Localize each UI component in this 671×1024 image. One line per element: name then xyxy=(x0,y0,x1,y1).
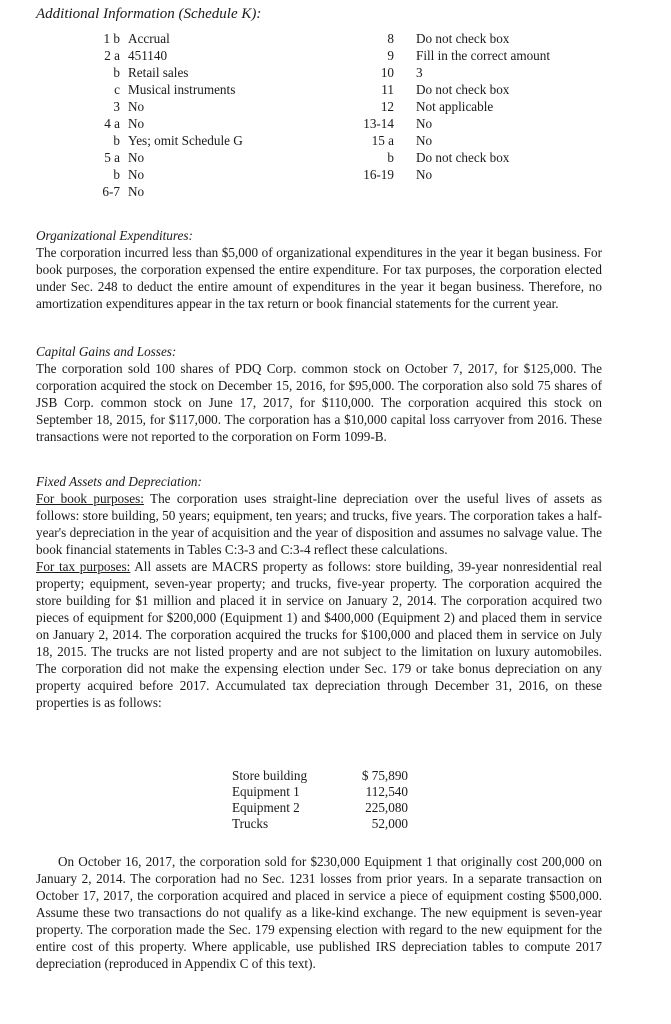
schedule-k-row xyxy=(88,81,596,98)
section-heading: Organizational Expenditures: xyxy=(36,228,193,243)
line-answer: Yes; omit Schedule G xyxy=(128,133,243,148)
schedule-k-row xyxy=(88,166,596,183)
line-number: 15 a xyxy=(371,133,394,148)
line-answer xyxy=(416,183,596,200)
line-number: b xyxy=(113,167,120,182)
line-answer: Fill in the correct amount xyxy=(416,48,551,63)
line-number: b xyxy=(113,133,120,148)
line-number xyxy=(338,183,416,200)
section-heading: Capital Gains and Losses: xyxy=(36,344,177,359)
line-answer: Musical instruments xyxy=(128,82,236,97)
paragraph-tax xyxy=(36,558,602,711)
line-answer: No xyxy=(128,99,145,114)
organizational-expenditures-section xyxy=(36,227,602,312)
paragraph-book xyxy=(36,490,602,558)
paragraph: The corporation sold 100 shares of PDQ Corp. common stock on October 7, 2017, for $125,000. The corporation acquired the stock on December 15, 2016, for $95,000. The corporation also sold 75 shares of JSB Corp. common stock on June 17, 2017, for $110,000. The corporation acquired this stock on September 18, 2015, for $117,000. The corporation has a $10,000 capital loss carryover from 2016. These transactions were not reported to the corporation on Form 1099-B. xyxy=(36,361,602,444)
line-number: 6-7 xyxy=(102,184,120,199)
section-heading: Fixed Assets and Depreciation: xyxy=(36,474,202,489)
schedule-k-row xyxy=(88,64,596,81)
paragraph: The corporation incurred less than $5,000 of organizational expenditures in the year it began business. For book purposes, the corporation expensed the entire expenditure. For tax purposes, the corporation elected under Sec. 248 to deduct the entire amount of expenditures in the year it began business. Therefore, no amortization expenditures appear in the tax return or book financial statements for the current year. xyxy=(36,245,602,311)
line-number: c xyxy=(114,82,120,97)
line-number: b xyxy=(387,150,394,165)
asset-value: 112,540 xyxy=(365,784,408,799)
line-number: 13-14 xyxy=(363,116,394,131)
schedule-k-row xyxy=(88,47,596,64)
line-number: 10 xyxy=(380,65,394,80)
line-answer: Do not check box xyxy=(416,150,510,165)
section-title: Additional Information (Schedule K): xyxy=(36,6,262,22)
line-number: 16-19 xyxy=(363,167,394,182)
schedule-k-row xyxy=(88,30,596,47)
depreciation-row xyxy=(232,800,408,816)
line-answer: No xyxy=(128,167,145,182)
line-answer: No xyxy=(128,150,145,165)
line-number: 11 xyxy=(381,82,394,97)
asset-value: 225,080 xyxy=(365,800,408,815)
line-number: 1 b xyxy=(103,31,120,46)
line-answer: 3 xyxy=(416,65,423,80)
depreciation-row xyxy=(232,784,408,800)
line-number: 5 a xyxy=(104,150,120,165)
schedule-k-row xyxy=(88,149,596,166)
line-answer: Do not check box xyxy=(416,82,510,97)
line-answer: No xyxy=(128,184,145,199)
line-answer: No xyxy=(416,133,433,148)
schedule-k-row xyxy=(88,98,596,115)
schedule-k-table xyxy=(88,30,596,200)
line-answer: Not applicable xyxy=(416,99,494,114)
schedule-k-row xyxy=(88,183,596,200)
schedule-k-row xyxy=(88,132,596,149)
line-number: 2 a xyxy=(104,48,120,63)
depreciation-row xyxy=(232,816,408,832)
paragraph: On October 16, 2017, the corporation sold for $230,000 Equipment 1 that originally cost 200,000 on January 2, 2014. The corporation had no Sec. 1231 losses from prior years. In a separate transaction on October 17, 2017, the corporation acquired and placed in service a piece of equipment costing $500,000. Assume these two transactions do not qualify as a like-kind exchange. The new equipment is seven-year property. The corporation made the Sec. 179 expensing election with regard to the new equipment for the entire cost of this property. Where applicable, use published IRS depreciation tables to compute 2017 depreciation (reproduced in Appendix C of this text). xyxy=(36,854,602,971)
line-answer: No xyxy=(416,116,433,131)
book-purposes-label: For book purposes: xyxy=(36,491,144,506)
book-purposes-text: The corporation uses straight-line depreciation over the useful lives of assets as follows: store building, 50 years; equipment, ten years; and trucks, five years. The corporation takes a half-year's depreciation in the year of acquisition and the year of disposition and assumes no salvage value. The book financial statements in Tables C:3-3 and C:3-4 reflect these calculations. xyxy=(36,491,602,557)
line-answer: Retail sales xyxy=(128,65,189,80)
asset-value: $ 75,890 xyxy=(361,768,408,783)
schedule-k-row xyxy=(88,115,596,132)
line-answer: Accrual xyxy=(128,31,170,46)
line-number: 12 xyxy=(380,99,394,114)
depreciation-row xyxy=(232,768,408,784)
asset-label: Trucks xyxy=(232,816,269,831)
line-number: b xyxy=(113,65,120,80)
fixed-assets-section xyxy=(36,473,602,711)
capital-gains-section xyxy=(36,343,602,445)
tax-purposes-label: For tax purposes: xyxy=(36,559,131,574)
tax-purposes-text: All assets are MACRS property as follows: store building, 39-year nonresidential real property; equipment, seven-year property; and trucks, five-year property. The corporation acquired the store building for $1 million and placed it in service on January 2, 2014. The corporation acquired two pieces of equipment for $200,000 (Equipment 1) and $400,000 (Equipment 2) and placed them in service on January 2, 2014. The corporation acquired the trucks for $100,000 and placed them in service on July 18, 2015. The trucks are not listed property and are not subject to the limitation on luxury automobiles. The corporation did not make the expensing election under Sec. 179 or take bonus depreciation on any property acquired before 2017. Accumulated tax depreciation through December 31, 2016, on these properties is as follows: xyxy=(36,559,602,710)
equipment-sale-section xyxy=(36,853,602,972)
asset-label: Equipment 1 xyxy=(232,784,300,799)
line-answer: No xyxy=(416,167,433,182)
line-answer: Do not check box xyxy=(416,31,510,46)
asset-label: Store building xyxy=(232,768,308,783)
asset-label: Equipment 2 xyxy=(232,800,300,815)
line-number: 4 a xyxy=(104,116,120,131)
line-number: 8 xyxy=(387,31,394,46)
line-number: 9 xyxy=(387,48,394,63)
line-answer: No xyxy=(128,116,145,131)
asset-value: 52,000 xyxy=(371,816,408,831)
line-answer: 451140 xyxy=(128,48,168,63)
line-number: 3 xyxy=(113,99,120,114)
accumulated-depreciation-table xyxy=(232,768,408,832)
